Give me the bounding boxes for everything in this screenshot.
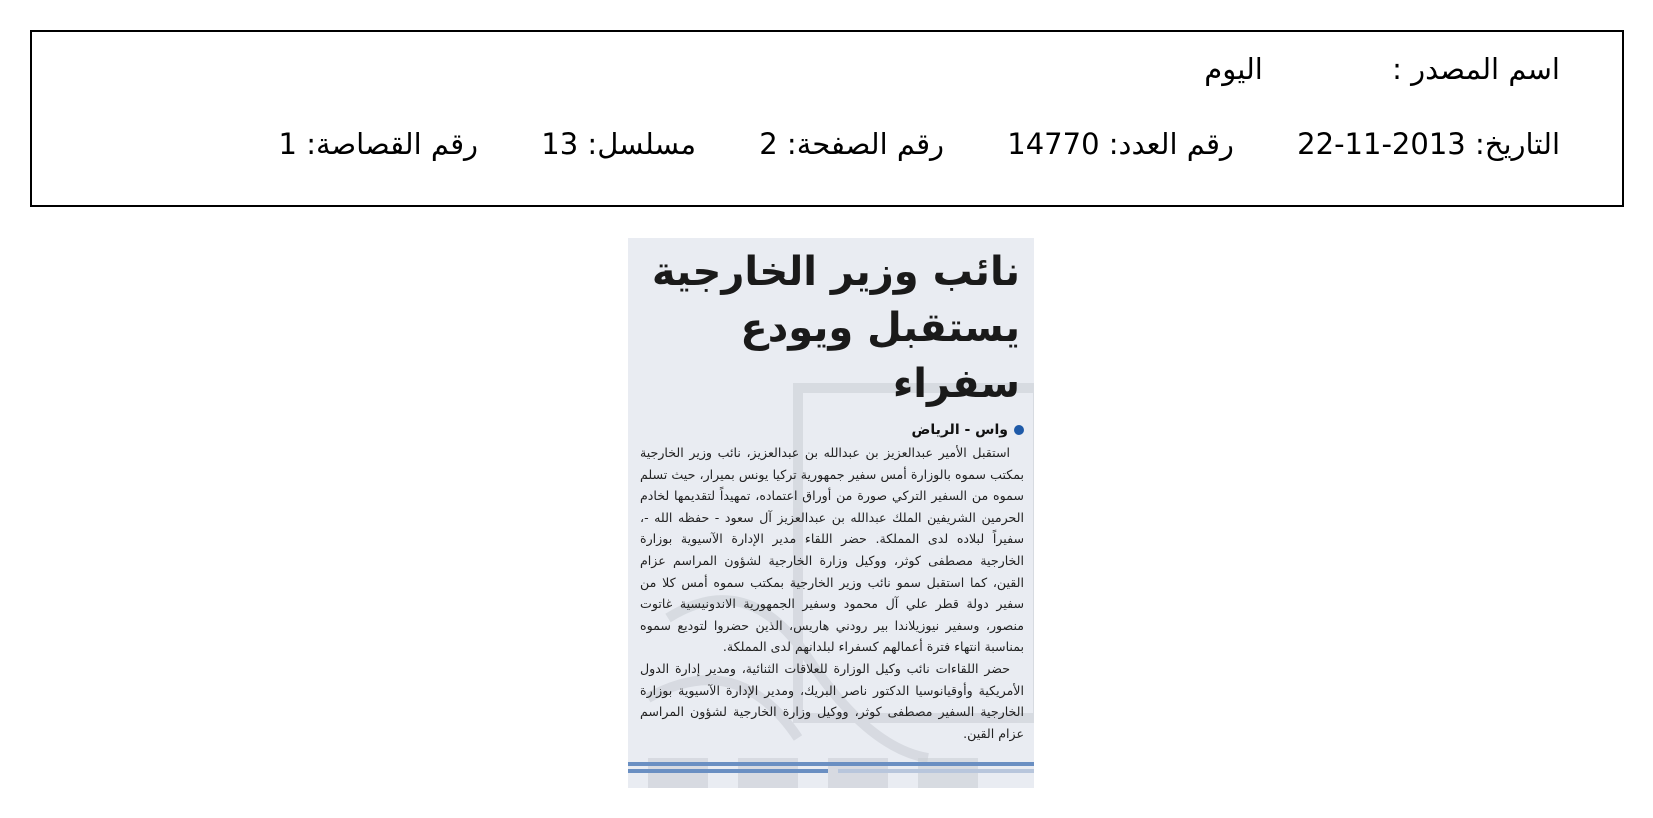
page-field bbox=[759, 127, 944, 161]
clip-label: رقم القصاصة: bbox=[306, 127, 479, 161]
page-label: رقم الصفحة: bbox=[786, 127, 945, 161]
details-row bbox=[279, 127, 1560, 161]
issue-field bbox=[1007, 127, 1234, 161]
headline-line-2: يستقبل ويودع سفراء bbox=[740, 305, 1020, 407]
paragraph-2: حضر اللقاءات نائب وكيل الوزارة للعلاقات الثنائية، ومدير إدارة الدول الأمريكية وأوقيانوسيا الدكتور ناصر البريك، ومدير الإدارة الآسيوية بوزارة الخارجية السفير مصطفى كوثر، ووكيل وزارة الخارجية لشؤون المراسم عزام القين. bbox=[640, 660, 1024, 741]
metadata-box bbox=[30, 30, 1624, 207]
byline-text: واس - الرياض bbox=[911, 422, 1008, 438]
headline-line-1: نائب وزير الخارجية bbox=[651, 249, 1020, 295]
clip-value: 1 bbox=[278, 127, 297, 161]
source-row bbox=[1204, 52, 1560, 86]
byline bbox=[640, 422, 1024, 438]
issue-label: رقم العدد: bbox=[1108, 127, 1234, 161]
date-label: التاريخ: bbox=[1474, 127, 1560, 161]
issue-value: 14770 bbox=[1007, 127, 1100, 161]
footer-rule bbox=[628, 762, 1034, 776]
serial-label: مسلسل: bbox=[587, 127, 697, 161]
serial-field bbox=[541, 127, 696, 161]
date-field bbox=[1297, 127, 1560, 161]
clip-field bbox=[279, 127, 479, 161]
paragraph-1: استقبل الأمير عبدالعزيز بن عبدالله بن عبدالعزيز، نائب وزير الخارجية بمكتب سموه بالوزارة أمس سفير جمهورية تركيا يونس بميرار، حيث تسلم سموه من السفير التركي صورة من أوراق اعتماده، تمهيداً لتقديمها لخادم الحرمين الشريفين الملك عبدالله بن عبدالعزيز آل سعود - حفظه الله -، سفيراً لبلاده لدى المملكة. حضر اللقاء مدير الإدارة الآسيوية بوزارة الخارجية مصطفى كوثر، ووكيل وزارة الخارجية لشؤون المراسم عزام القين، كما استقبل سمو نائب وزير الخارجية بمكتب سموه أمس كلا من سفير دولة قطر علي آل محمود وسفير الجمهورية الاندونيسية غاتوت منصور، وسفير نيوزيلاندا بير رودني هاريس، الذين حضروا لتوديع سموه بمناسبة انتهاء فترة أعمالهم كسفراء لبلدانهم لدى المملكة. bbox=[640, 445, 1024, 655]
footer-rule-top bbox=[628, 762, 1034, 766]
serial-value: 13 bbox=[541, 127, 579, 161]
headline bbox=[640, 244, 1024, 412]
footer-rule-left bbox=[628, 769, 828, 773]
newspaper-clipping bbox=[628, 238, 1034, 788]
source-label: اسم المصدر : bbox=[1392, 52, 1560, 86]
bullet-dot-icon bbox=[1014, 425, 1024, 435]
article-body bbox=[640, 442, 1024, 744]
page-value: 2 bbox=[759, 127, 778, 161]
footer-rule-right bbox=[838, 769, 1034, 773]
date-value: 2013-11-22 bbox=[1297, 127, 1466, 161]
source-value: اليوم bbox=[1204, 52, 1263, 86]
